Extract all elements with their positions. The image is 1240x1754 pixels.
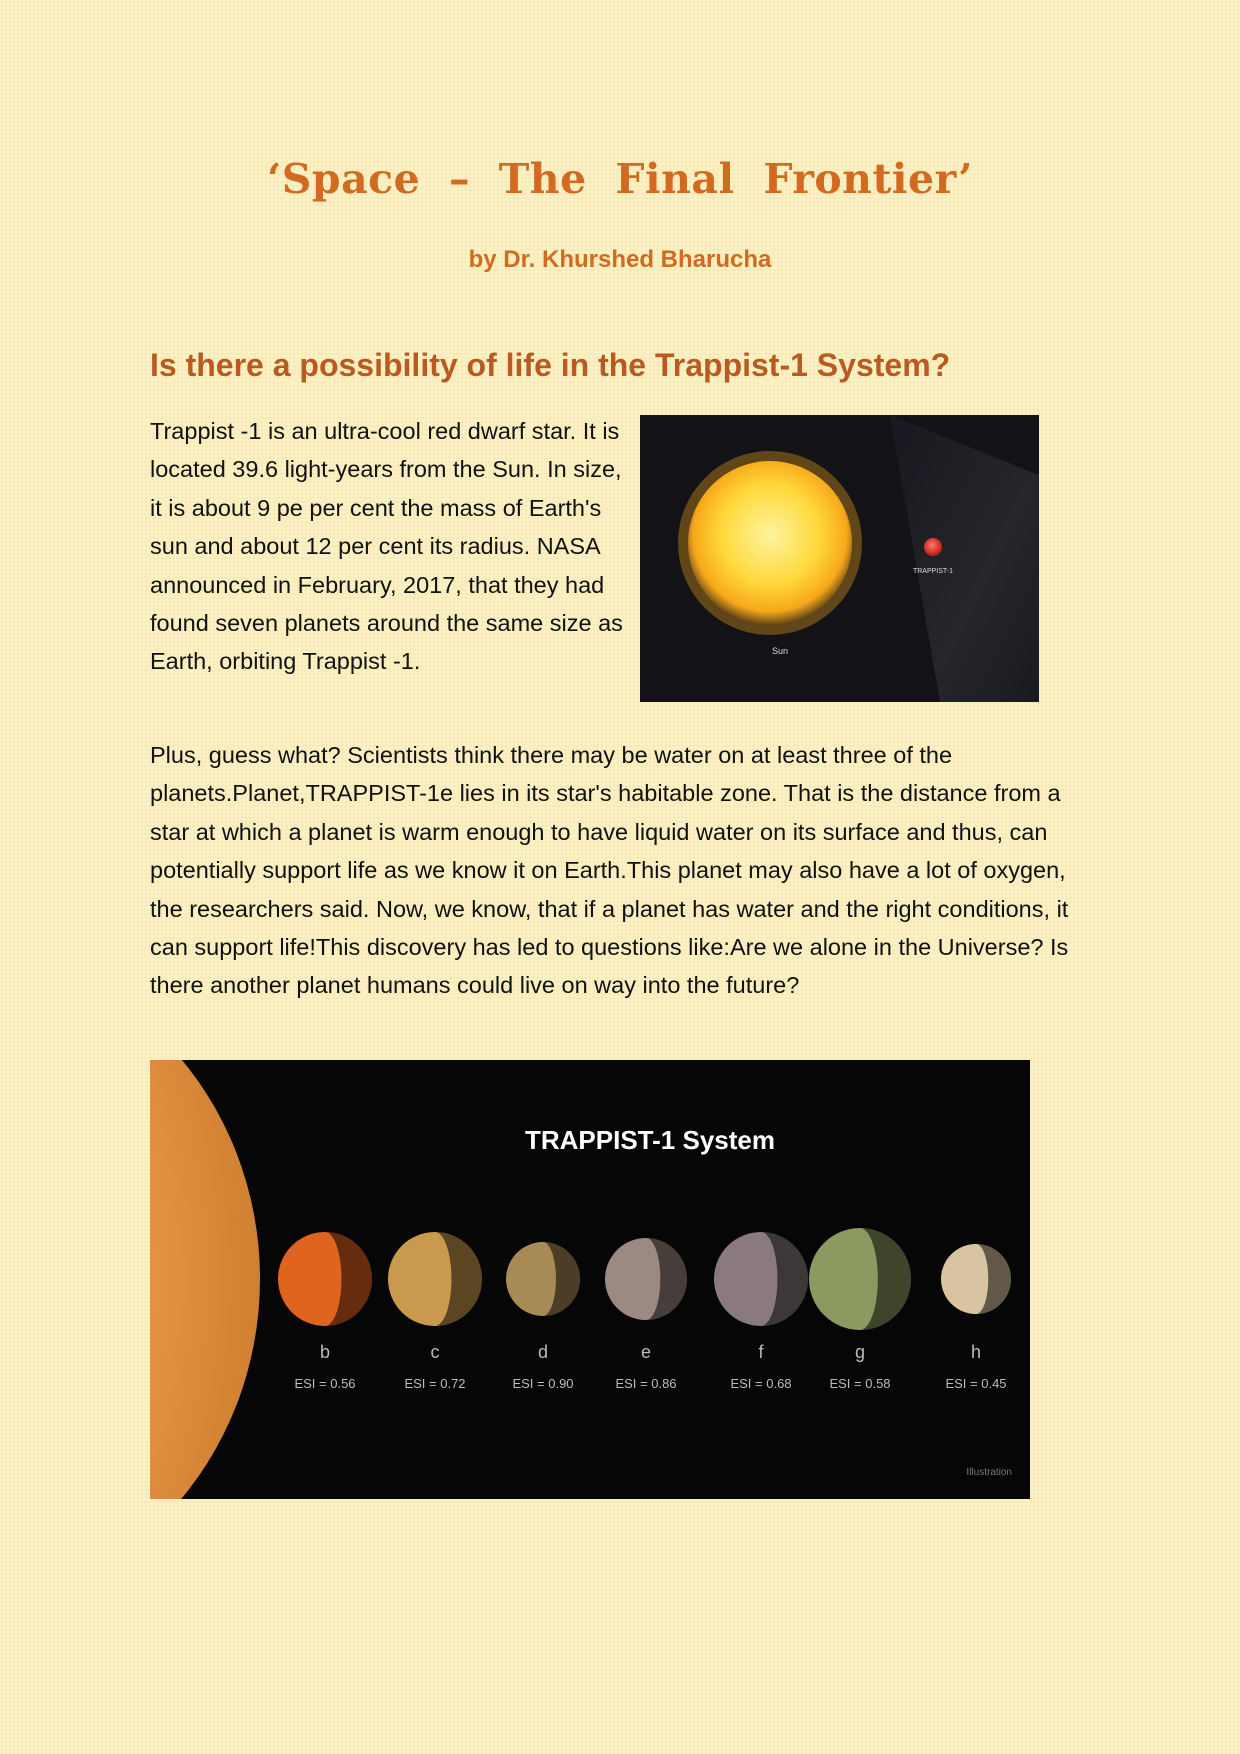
illustration-credit: Illustration <box>966 1467 1012 1478</box>
planet-g-label: g <box>854 1342 866 1362</box>
planet-h-esi: ESI = 0.45 <box>945 1376 1007 1391</box>
body-paragraph: Plus, guess what? Scientists think there may be water on at least three of the planets.Planet,TRAPPIST-1e lies in its star's habitable zone. That is the distance from a star at which a planet is warm enough to have liquid water on its surface and thus, can potentially support life as we know it on Earth.This planet may also have a lot of oxygen, the researchers said. Now, we know, that if a planet has water and the right conditions, it can support life!This discovery has led to questions like:Are we alone in the Universe? Is there another planet humans could live on way into the future? <box>150 742 1069 999</box>
planet-c-label: c <box>430 1342 440 1362</box>
planet-b-esi: ESI = 0.56 <box>294 1376 356 1391</box>
planet-d-label: d <box>537 1342 549 1362</box>
planet-b-label: b <box>319 1342 331 1362</box>
planet-d-esi: ESI = 0.90 <box>512 1376 574 1391</box>
trappist-system-image <box>150 1060 1030 1499</box>
planet-f-label: f <box>758 1342 764 1362</box>
planet-e-label: e <box>640 1342 652 1362</box>
sun-disc <box>688 461 852 625</box>
planet-g-esi: ESI = 0.58 <box>829 1376 891 1391</box>
author-byline: by Dr. Khurshed Bharucha <box>468 246 772 273</box>
trappist-1-disc <box>924 538 942 556</box>
sun-vs-trappist-image <box>640 415 1039 702</box>
planet-h-label: h <box>970 1342 982 1362</box>
planet-f-esi: ESI = 0.68 <box>730 1376 792 1391</box>
article-title: ‘Space – The Final Frontier’ <box>267 155 973 203</box>
planet-e-esi: ESI = 0.86 <box>615 1376 677 1391</box>
section-heading: Is there a possibility of life in the Trappist-1 System? <box>150 347 951 383</box>
planet-c-esi: ESI = 0.72 <box>404 1376 466 1391</box>
intro-paragraph: Trappist -1 is an ultra-cool red dwarf star. It is located 39.6 light-years from the Sun. In size, it is about 9 pe per cent the mass of Earth's sun and about 12 per cent its radius. NASA announced in February, 2017, that they had found seven planets around the same size as Earth, orbiting Trappist -1. <box>150 418 623 675</box>
sun-label: Sun <box>771 646 789 656</box>
trappist-1-label: TRAPPIST-1 <box>912 568 954 575</box>
system-title: TRAPPIST-1 System <box>525 1125 775 1155</box>
